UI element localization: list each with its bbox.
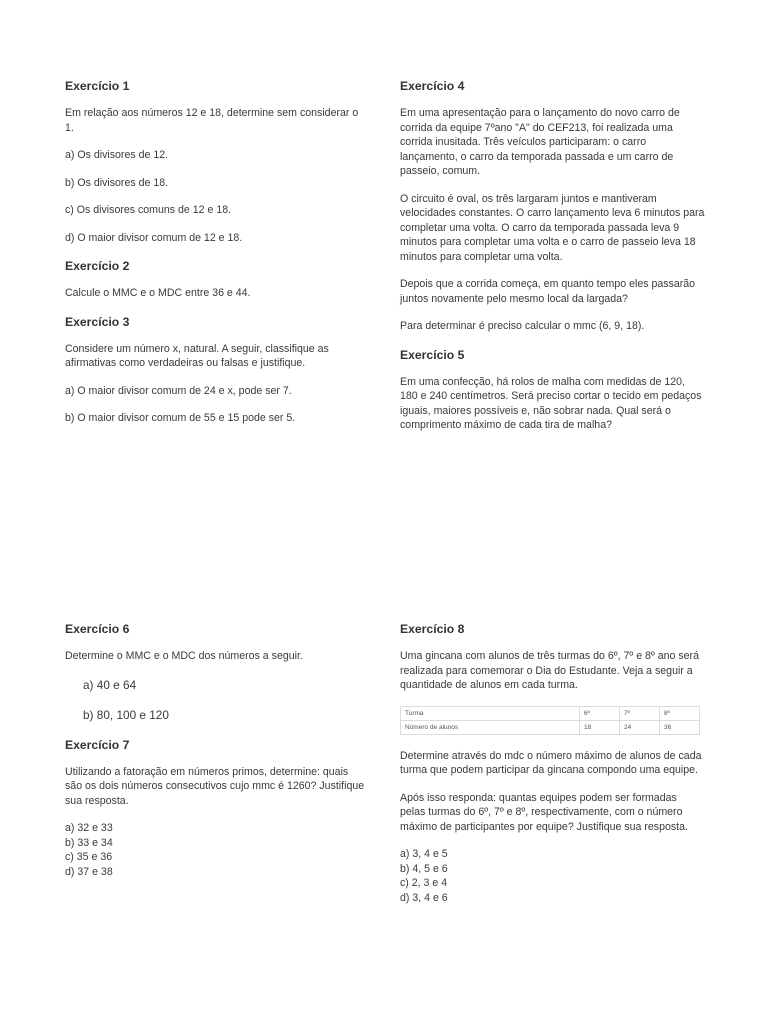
exercise-7-title: Exercício 7 xyxy=(65,737,130,752)
table-cell: Turma xyxy=(401,706,580,720)
exercise-7-option-c: c) 35 e 36 xyxy=(65,851,113,863)
exercise-4-paragraph-2: O circuito é oval, os três largaram juntos e mantiveram velocidades constantes. O carro lançamento leva 6 minutos para completar uma volta. O carro da temporada passada leva 9 minutos para completar uma volta e o carro de passeio leva 18 minutos para completar uma volta. xyxy=(400,192,705,263)
exercise-1-title: Exercício 1 xyxy=(65,79,130,93)
left-column-top xyxy=(65,78,365,439)
exercise-7-options xyxy=(65,821,365,879)
exercise-3 xyxy=(65,314,365,426)
exercise-8-option-d: d) 3, 4 e 6 xyxy=(400,891,448,904)
exercise-3-item-b: b) O maior divisor comum de 55 e 15 pode ser 5. xyxy=(65,412,296,424)
exercise-6-item-b: b) 80, 100 e 120 xyxy=(83,707,169,722)
exercise-6-list xyxy=(83,677,365,723)
table-cell: 7º xyxy=(620,706,660,720)
exercise-7-intro: Utilizando a fatoração em números primos, determine: quais são os dois números consecutivos cujo mmc é 1260? Justifique sua resposta. xyxy=(65,765,365,807)
table-row xyxy=(401,720,700,734)
exercise-6-item-a: a) 40 e 64 xyxy=(83,677,137,692)
exercise-6-intro: Determine o MMC e o MDC dos números a seguir. xyxy=(65,650,303,662)
right-column-top xyxy=(400,78,705,446)
exercise-6 xyxy=(65,621,365,723)
exercise-8-title: Exercício 8 xyxy=(400,622,465,636)
left-column-bottom xyxy=(65,621,365,879)
exercise-8-option-b: b) 4, 5 e 6 xyxy=(400,862,448,875)
exercise-1-item-d: d) O maior divisor comum de 12 e 18. xyxy=(65,231,243,244)
exercise-4-paragraph-1: Em uma apresentação para o lançamento do novo carro de corrida da equipe 7ºano "A" do CEF213, foi realizada uma corrida inusitada. Três veículos participaram: o carro lançamento, o carro da temporada passada e um carro de passeio, comum. xyxy=(400,107,680,177)
right-column-bottom xyxy=(400,621,705,905)
exercise-7-option-d: d) 37 e 38 xyxy=(65,865,113,878)
table-cell: 8º xyxy=(660,706,700,720)
exercise-5 xyxy=(400,347,705,433)
exercise-3-title: Exercício 3 xyxy=(65,314,130,329)
table-cell: 18 xyxy=(580,720,620,734)
students-table xyxy=(400,706,700,735)
exercise-1 xyxy=(65,78,365,245)
exercise-4-paragraph-4: Para determinar é preciso calcular o mmc (6, 9, 18). xyxy=(400,320,645,332)
exercise-8-option-a: a) 3, 4 e 5 xyxy=(400,848,448,860)
exercise-1-item-c: c) Os divisores comuns de 12 e 18. xyxy=(65,204,232,216)
exercise-4-title: Exercício 4 xyxy=(400,79,465,93)
exercise-1-item-b: b) Os divisores de 18. xyxy=(65,176,169,189)
exercise-5-title: Exercício 5 xyxy=(400,347,465,362)
exercise-2-title: Exercício 2 xyxy=(65,259,130,273)
exercise-8-option-c: c) 2, 3 e 4 xyxy=(400,877,448,889)
exercise-7-option-b: b) 33 e 34 xyxy=(65,836,113,849)
table-cell: Número de alunos xyxy=(401,720,580,734)
exercise-3-intro: Considere um número x, natural. A seguir, classifique as afirmativas como verdadeiras ou falsas e justifique. xyxy=(65,342,329,369)
table-row xyxy=(401,706,700,720)
exercise-8 xyxy=(400,621,705,905)
exercise-3-item-a: a) O maior divisor comum de 24 e x, pode ser 7. xyxy=(65,384,292,397)
exercise-2-text: Calcule o MMC e o MDC entre 36 e 44. xyxy=(65,287,251,299)
exercise-1-intro: Em relação aos números 12 e 18, determine sem considerar o 1. xyxy=(65,107,359,134)
exercise-1-item-a: a) Os divisores de 12. xyxy=(65,149,169,161)
exercise-2 xyxy=(65,258,365,301)
exercise-8-intro: Uma gincana com alunos de três turmas do 6º, 7º e 8º ano será realizada para comemorar o Dia do Estudante. Veja a seguir a quantidade de alunos em cada turma. xyxy=(400,650,699,691)
table-cell: 24 xyxy=(620,720,660,734)
exercise-4 xyxy=(400,78,705,334)
exercise-6-title: Exercício 6 xyxy=(65,622,130,636)
exercise-8-paragraph-2: Determine através do mdc o número máximo de alunos de cada turma que podem participar da gincana compondo uma equipe. xyxy=(400,749,702,776)
exercise-8-options xyxy=(400,847,705,905)
exercise-7-option-a: a) 32 e 33 xyxy=(65,822,113,834)
table-cell: 6º xyxy=(580,706,620,720)
exercise-7 xyxy=(65,737,365,880)
exercise-4-paragraph-3: Depois que a corrida começa, em quanto tempo eles passarão juntos novamente pelo mesmo local da largada? xyxy=(400,278,696,305)
exercise-8-paragraph-3: Após isso responda: quantas equipes podem ser formadas pelas turmas do 6º, 7º e 8º, respectivamente, com o número máximo de participantes por equipe? Justifique sua resposta. xyxy=(400,791,688,833)
table-cell: 36 xyxy=(660,720,700,734)
exercise-5-text: Em uma confecção, há rolos de malha com medidas de 120, 180 e 240 centímetros. Será preciso cortar o tecido em pedaços iguais, maiores possíveis e, não sobrar nada. Qual será o comprimento máximo de cada tira de malha? xyxy=(400,375,702,431)
